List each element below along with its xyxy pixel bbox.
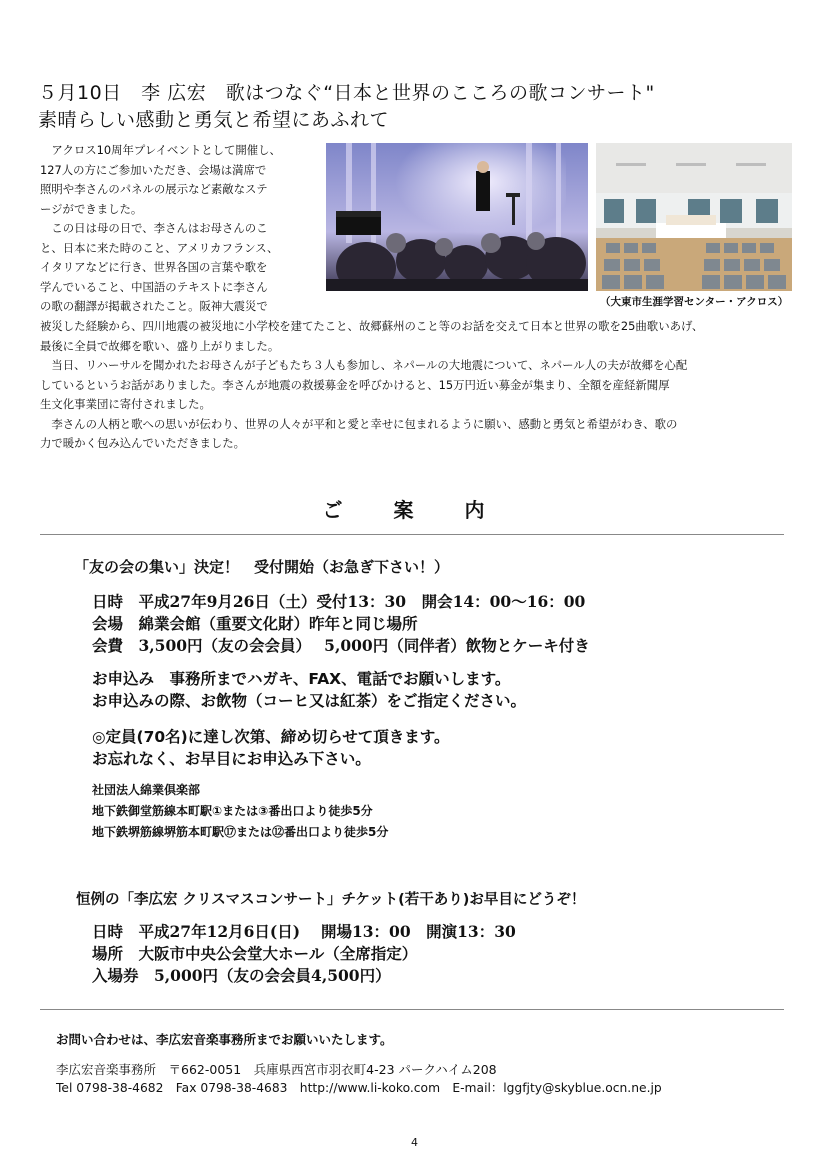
report-line: 当日、リハーサルを聞かれたお母さんが子どもたち３人も参加し、ネパールの大地震について、ネパール人の夫が故郷を心配	[40, 358, 688, 372]
concert-stage-photo	[326, 143, 588, 291]
report-line: 被災した経験から、四川地震の被災地に小学校を建てたこと、故郷蘇州のこと等のお話を交えて日本と世界の歌を25曲歌いあげ、	[40, 319, 704, 333]
report-line: と、日本に来た時のこと、アメリカフランス、	[40, 240, 279, 255]
event1-headline: 「友の会の集い」決定！ 受付開始（お急ぎ下さい！）	[74, 558, 450, 576]
report-line: 生文化事業団に寄付されました。	[40, 397, 211, 411]
report-line: の歌の翻譯が掲載されたこと。阪神大震災で	[40, 299, 268, 313]
report-line: しているというお話がありました。李さんが地震の救援募金を呼びかけると、15万円近い募金が集まり、全額を産経新聞厚	[40, 377, 670, 392]
report-line: 李さんの人柄と歌への思いが伝わり、世界の人々が平和と愛と幸せに包まれるように願い、感動と勇気と希望がわき、歌の	[40, 416, 678, 431]
contact-phone-web-email: Tel 0798-38-4682 Fax 0798-38-4683 http://www.li-koko.com E-mail：lggfjty@skyblue.ocn.ne.jp	[56, 1081, 662, 1095]
page-number: 4	[411, 1136, 418, 1149]
event1-apply-drink: お申込みの際、お飲物（コーヒ又は紅茶）をご指定ください。	[92, 692, 527, 710]
event1-access-org: 社団法人綿業倶楽部	[92, 783, 201, 797]
section-divider	[40, 1009, 784, 1010]
event1-apply-method: お申込み 事務所までハガキ、FAX、電話でお願いします。	[92, 670, 511, 688]
report-line: 力で暖かく包み込んでいただきました。	[40, 436, 246, 450]
report-left-column	[40, 141, 281, 317]
contact-address: 李広宏音楽事務所 〒662-0051 兵庫県西宮市羽衣町4-23 パークハイム208	[56, 1062, 497, 1077]
photo-caption: （大東市生涯学習センター・アクロス）	[600, 296, 789, 308]
report-line: アクロス10周年プレイベントとして開催し、	[40, 143, 281, 157]
event1-access-route2: 地下鉄堺筋線堺筋本町駅⑰または⑫番出口より徒歩5分	[92, 825, 389, 839]
event1-reminder: お忘れなく、お早目にお申込み下さい。	[92, 750, 371, 768]
event2-venue: 場所 大阪市中央公会堂大ホール（全席指定）	[92, 944, 418, 963]
contact-intro: お問い合わせは、李広宏音楽事務所までお願いいたします。	[56, 1032, 393, 1047]
report-title: ５月10日 李 広宏 歌はつなぐ“日本と世界のこころの歌コンサート"	[38, 82, 655, 104]
event1-access-route1: 地下鉄御堂筋線本町駅①または③番出口より徒歩5分	[92, 804, 373, 818]
event1-capacity: ◎定員(70名)に達し次第、締め切らせて頂きます。	[92, 728, 450, 746]
report-line: ージができました。	[40, 201, 143, 216]
report-line: 学んでいること、中国語のテキストに李さん	[40, 279, 268, 294]
event1-date: 日時 平成27年9月26日（土）受付13：30 開会14：00～16：00	[92, 592, 586, 611]
report-line: イタリアなどに行き、世界各国の言葉や歌を	[40, 260, 268, 274]
event2-date: 日時 平成27年12月6日(日) 開場13：00 開演13：30	[92, 922, 516, 941]
report-subtitle: 素晴らしい感動と勇気と希望にあふれて	[38, 109, 390, 131]
report-line: 127人の方にご参加いただき、会場は満席で	[40, 162, 267, 177]
report-line: この日は母の日で、李さんはお母さんのこ	[40, 221, 268, 235]
venue-room-photo	[596, 143, 792, 291]
guide-heading: ご 案 内	[322, 498, 507, 522]
event2-headline: 恒例の「李広宏 クリスマスコンサート」チケット(若干あり)お早目にどうぞ！	[76, 892, 586, 908]
report-line: 最後に全員で故郷を歌い、盛り上がりました。	[40, 338, 280, 353]
section-divider	[40, 534, 784, 535]
report-line: 照明や李さんのパネルの展示など素敵なステ	[40, 182, 268, 196]
event1-venue: 会場 綿業会館（重要文化財）昨年と同じ場所	[92, 614, 418, 633]
event2-ticket: 入場券 5,000円（友の会会員4,500円）	[92, 966, 391, 985]
report-full-width-text	[40, 317, 703, 454]
event1-fee: 会費 3,500円（友の会会員） 5,000円（同伴者）飲物とケーキ付き	[92, 636, 590, 655]
